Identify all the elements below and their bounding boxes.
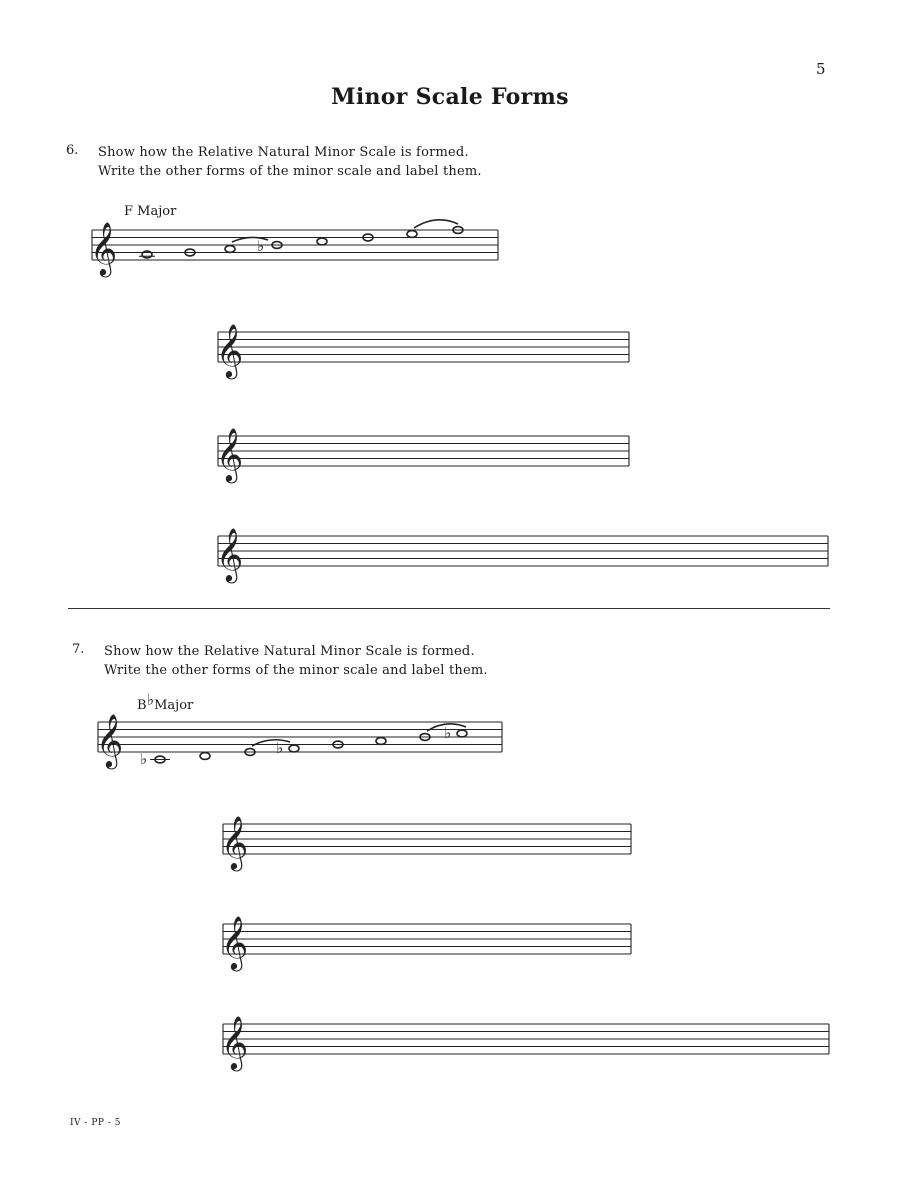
note-g: [376, 738, 386, 745]
exercise-7-number: 7.: [72, 642, 85, 657]
exercise-7-key-letter: B: [137, 698, 147, 713]
flat-icon: ♭: [444, 724, 452, 742]
treble-clef-icon: 𝄞: [216, 427, 244, 481]
flat-icon: ♭: [257, 237, 265, 255]
exercise-7-answer-staff-3[interactable]: [221, 1010, 833, 1070]
page-number: 5: [816, 60, 826, 78]
note-e-flat: [289, 745, 299, 752]
flat-icon: ♭: [140, 750, 148, 768]
exercise-6-number: 6.: [66, 143, 79, 158]
half-step-slur: [252, 740, 290, 746]
flat-icon: ♭: [276, 739, 284, 757]
treble-clef-icon: 𝄞: [221, 1015, 249, 1069]
exercise-7-instruction-line-2: Write the other forms of the minor scale and label them.: [104, 663, 488, 678]
exercise-7-key-accidental: ♭: [146, 690, 155, 709]
exercise-7-instruction-line-1: Show how the Relative Natural Minor Scale is formed.: [104, 644, 475, 659]
footer-code: IV - PP - 5: [70, 1118, 121, 1128]
treble-clef-icon: 𝄞: [90, 221, 118, 275]
page-title: Minor Scale Forms: [331, 84, 569, 110]
treble-clef-icon: 𝄞: [221, 915, 249, 969]
exercise-7-key-quality: Major: [154, 698, 194, 713]
exercise-6-instruction-line-2: Write the other forms of the minor scale and label them.: [98, 164, 482, 179]
note-c: [200, 753, 210, 760]
treble-clef-icon: 𝄞: [221, 815, 249, 869]
exercise-7-answer-staff-2[interactable]: [221, 910, 635, 970]
exercise-6-key-quality: Major: [137, 204, 177, 219]
treble-clef-icon: 𝄞: [216, 527, 244, 581]
treble-clef-icon: 𝄞: [216, 323, 244, 377]
treble-clef-icon: 𝄞: [96, 713, 124, 767]
note-b-flat-high: [457, 730, 467, 737]
exercise-6-key-letter: F: [124, 204, 134, 219]
exercise-6-instruction-line-1: Show how the Relative Natural Minor Scale is formed.: [98, 145, 469, 160]
exercise-7-answer-staff-1[interactable]: [221, 810, 635, 870]
